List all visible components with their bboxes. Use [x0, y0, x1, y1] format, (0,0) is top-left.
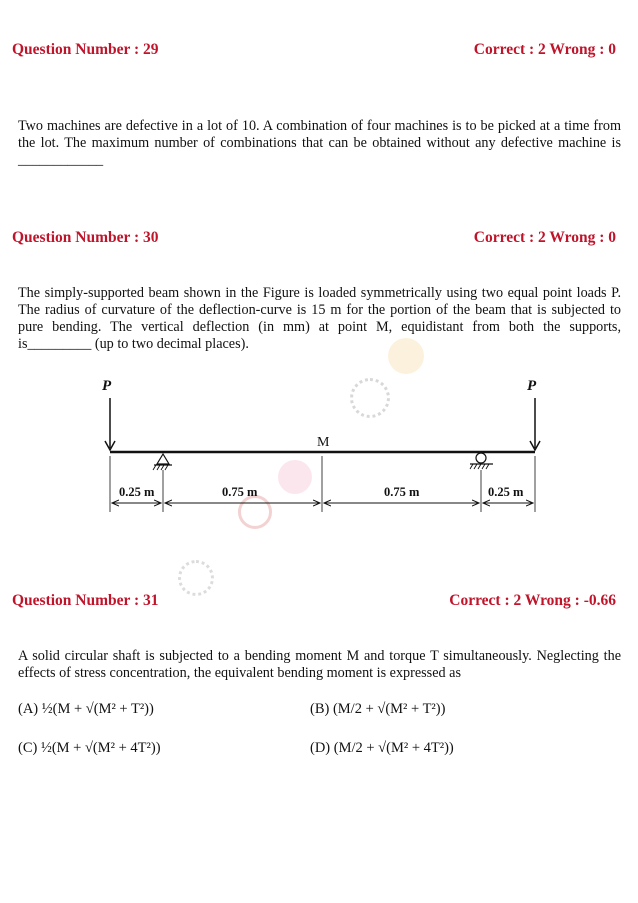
marking-scheme: Correct : 2 Wrong : 0	[473, 229, 616, 246]
question-text-29: Two machines are defective in a lot of 10. A combination of four machines is to be picked at a time from the lot. The maximum number of combinations that can be obtained without any defective machine is ____________	[18, 118, 621, 168]
beam-figure	[0, 370, 638, 520]
question-header-29	[0, 41, 638, 65]
question-header-31	[0, 592, 638, 616]
watermark-logo	[178, 560, 214, 596]
dim-label: 0.25 m	[119, 485, 155, 499]
question-text-31: A solid circular shaft is subjected to a bending moment M and torque T simultaneously. Neglecting the effects of stress concentration, the equivalent bending moment is expressed as	[18, 648, 621, 681]
watermark-logo	[388, 338, 424, 374]
question-number: Question Number : 29	[12, 41, 159, 58]
roller-support	[476, 453, 486, 463]
dim-label: 0.75 m	[222, 485, 258, 499]
question-header-30	[0, 229, 638, 253]
dim-label: 0.25 m	[488, 485, 524, 499]
pin-support	[157, 454, 169, 464]
question-number: Question Number : 31	[12, 592, 159, 609]
point-m-label: M	[317, 435, 330, 450]
load-label-left: P	[102, 378, 112, 394]
marking-scheme: Correct : 2 Wrong : 0	[473, 41, 616, 58]
dim-label: 0.75 m	[384, 485, 420, 499]
question-number: Question Number : 30	[12, 229, 159, 246]
option-b[interactable]: (B) (M/2 + √(M² + T²))	[310, 701, 446, 717]
load-label-right: P	[527, 378, 537, 394]
option-c[interactable]: (C) ½(M + √(M² + 4T²))	[18, 740, 161, 756]
option-a[interactable]: (A) ½(M + √(M² + T²))	[18, 701, 154, 717]
question-text-30: The simply-supported beam shown in the Figure is loaded symmetrically using two equal point loads P. The radius of curvature of the deflection-curve is 15 m for the portion of the beam that is subjected to pure bending. The vertical deflection (in mm) at point M, equidistant from both the supports, is_________ (up to two decimal places).	[18, 285, 621, 352]
marking-scheme: Correct : 2 Wrong : -0.66	[449, 592, 616, 609]
option-d[interactable]: (D) (M/2 + √(M² + 4T²))	[310, 740, 454, 756]
